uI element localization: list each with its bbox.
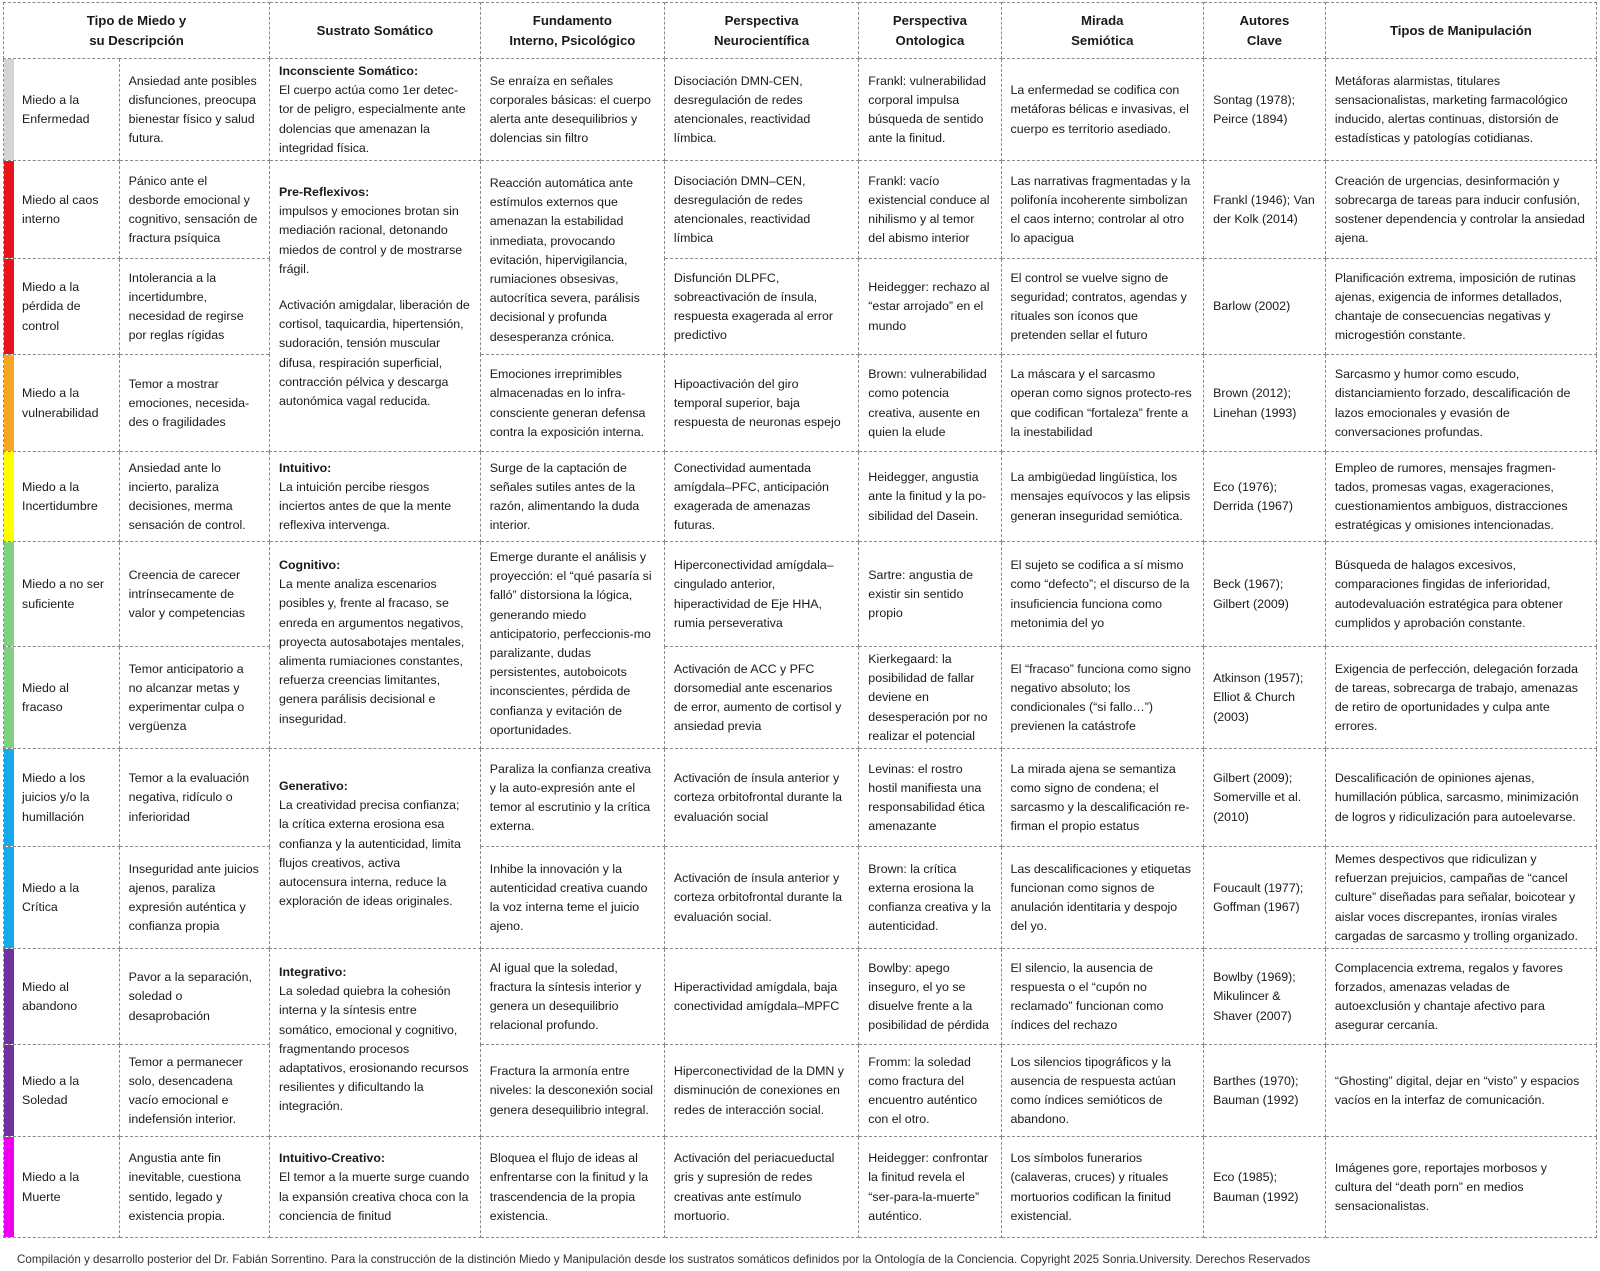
- header-onto: [859, 3, 1001, 59]
- color-stripe: [4, 749, 14, 847]
- manipulation-types: Imágenes gore, reportajes morbosos y cultura del “death porn” en medios sensacionalistas.: [1325, 1137, 1596, 1238]
- fear-type-cell: [4, 59, 120, 161]
- psychological-foundation: Se enraíza en señales corporales básicas: el cuerpo alerta ante desequilibrios y dolencias sin filtro: [480, 59, 664, 161]
- fear-type-cell: [4, 542, 120, 647]
- neuroscientific-perspective: Disfunción DLPFC, sobreactivación de ínsula, respuesta exagerada al error predictivo: [664, 259, 858, 355]
- somatic-substrate: [270, 59, 481, 161]
- header-row: [4, 3, 1597, 59]
- table-row: [4, 161, 1597, 259]
- neuroscientific-perspective: Conectividad aumentada amígdala–PFC, anticipación exagerada de amenazas futuras.: [664, 452, 858, 542]
- color-stripe: [4, 355, 14, 452]
- fear-type-cell: [4, 1045, 120, 1137]
- table-row: [4, 1137, 1597, 1238]
- semiotic-view: La máscara y el sarcasmo operan como signos protecto-res que codifican “fortaleza” frente a la inestabilidad: [1001, 355, 1204, 452]
- psychological-foundation: Reacción automática ante estímulos externos que amenazan la estabilidad inmediata, provocando evitación, hipervigilancia, rumiaciones obsesivas, autocrítica severa, parálisis decisional y profunda desesperanza crónica.: [480, 161, 664, 355]
- header-tipo: [4, 3, 270, 59]
- manipulation-types: Descalificación de opiniones ajenas, humillación pública, sarcasmo, minimización de logros y ridiculización para autoelevarse.: [1325, 749, 1596, 847]
- ontological-perspective: Brown: la crítica externa erosiona la confianza creativa y la autenticidad.: [859, 847, 1001, 949]
- substrate-body: El cuerpo actúa como 1er detec-tor de peligro, especialmente ante dolencias que amenazan la integridad física.: [279, 83, 466, 155]
- semiotic-view: Los símbolos funerarios (calaveras, cruces) y rituales mortuorios codifican la finitud existencial.: [1001, 1137, 1204, 1238]
- color-stripe: [4, 59, 14, 161]
- fear-type-cell: [4, 949, 120, 1045]
- manipulation-types: Planificación extrema, imposición de rutinas ajenas, exigencia de informes detallados, chantaje de consecuencias negativas y microgestión constante.: [1325, 259, 1596, 355]
- psychological-foundation: Emerge durante el análisis y proyección: el “qué pasaría si falló” distorsiona la lógica, generando miedo anticipatorio, perfeccionis-mo paralizante, dudas persistentes, autoboicots inconscientes, pérdida de confianza y evitación de oportunidades.: [480, 542, 664, 749]
- copyright-footer: Compilación y desarrollo posterior del Dr. Fabián Sorrentino. Para la construcción de la distinción Miedo y Manipulación desde los sustratos somáticos definidos por la Ontología de la Conciencia. Copyright 2025 Sonria.University. Derechos Reservados: [17, 1253, 1311, 1266]
- fear-type-cell: [4, 847, 120, 949]
- fear-type: Miedo a la vulnerabilidad: [22, 386, 99, 420]
- somatic-substrate: [270, 161, 481, 452]
- somatic-substrate: [270, 452, 481, 542]
- color-stripe: [4, 647, 14, 749]
- key-authors: Atkinson (1957); Elliot & Church (2003): [1204, 647, 1326, 749]
- color-stripe: [4, 1045, 14, 1137]
- semiotic-view: El sujeto se codifica a sí mismo como “defecto”; el discurso de la insuficiencia funciona como metonimia del yo: [1001, 542, 1204, 647]
- neuroscientific-perspective: Disociación DMN–CEN, desregulación de redes atencionales, reactividad límbica: [664, 161, 858, 259]
- substrate-body: La soledad quiebra la cohesión interna y la síntesis entre somático, emocional y cognitivo, fragmentando procesos adaptativos, erosionando recursos resilientes y dificultando la integración.: [279, 984, 469, 1114]
- neuroscientific-perspective: Activación del periacueductal gris y supresión de redes creativas ante estímulo mortuorio.: [664, 1137, 858, 1238]
- key-authors: Barthes (1970); Bauman (1992): [1204, 1045, 1326, 1137]
- header-tipo-line2: su Descripción: [89, 32, 184, 48]
- fear-type-cell: [4, 647, 120, 749]
- header-tipos: Tipos de Manipulación: [1325, 3, 1596, 59]
- substrate-body: La intuición percibe riesgos inciertos antes de que la mente reflexiva intervenga.: [279, 479, 452, 533]
- key-authors: Barlow (2002): [1204, 259, 1326, 355]
- psychological-foundation: Surge de la captación de señales sutiles antes de la razón, alimentando la duda interior.: [480, 452, 664, 542]
- fear-type: Miedo a los juicios y/o la humillación: [22, 771, 90, 824]
- header-neuro: [664, 3, 858, 59]
- substrate-body: impulsos y emociones brotan sin mediación racional, detonando miedos de control y de mostrarse frágil.: [279, 204, 463, 276]
- key-authors: Eco (1976); Derrida (1967): [1204, 452, 1326, 542]
- substrate-body: El temor a la muerte surge cuando la expansión creativa choca con la conciencia de finitud: [279, 1170, 470, 1223]
- ontological-perspective: Heidegger: rechazo al “estar arrojado” en el mundo: [859, 259, 1001, 355]
- color-stripe: [4, 259, 14, 355]
- substrate-physiology: Activación amigdalar, liberación de cortisol, taquicardia, hipertensión, sudoración, tensión muscular difusa, respiración superficial, contracción pélvica y descarga autonómica vagal reducida.: [279, 298, 470, 409]
- header-neuro-line2: Neurocientífica: [713, 32, 810, 48]
- table-row: [4, 949, 1597, 1045]
- color-stripe: [4, 452, 14, 542]
- fear-description: Pánico ante el desborde emocional y cognitivo, sensación de fractura psíquica: [119, 161, 269, 259]
- manipulation-types: Metáforas alarmistas, titulares sensacionalistas, marketing farmacológico inducido, alertas continuas, distorsión de estadísticas y patologías cotidianas.: [1325, 59, 1596, 161]
- fear-description: Ansiedad ante lo incierto, paraliza decisiones, merma sensación de control.: [119, 452, 269, 542]
- key-authors: Brown (2012); Linehan (1993): [1204, 355, 1326, 452]
- table-row: [4, 647, 1597, 749]
- semiotic-view: El “fracaso” funciona como signo negativo absoluto; los condicionales (“si fallo…”) previenen la catástrofe: [1001, 647, 1204, 749]
- color-stripe: [4, 949, 14, 1045]
- somatic-substrate: [270, 749, 481, 949]
- ontological-perspective: Brown: vulnerabilidad como potencia creativa, ausente en quien la elude: [859, 355, 1001, 452]
- fear-type: Miedo al caos interno: [22, 192, 99, 227]
- fear-description: Temor a la evaluación negativa, ridículo o inferioridad: [119, 749, 269, 847]
- ontological-perspective: Sartre: angustia de existir sin sentido propio: [859, 542, 1001, 647]
- manipulation-types: Complacencia extrema, regalos y favores forzados, amenazas veladas de autoexclusión y chantaje afectivo para asegurar cercanía.: [1325, 949, 1596, 1045]
- header-fundamento-line1: Fundamento: [532, 12, 612, 28]
- table-row: [4, 542, 1597, 647]
- fear-description: Inseguridad ante juicios ajenos, paraliza expresión auténtica y confianza propia: [119, 847, 269, 949]
- table-row: [4, 749, 1597, 847]
- header-onto-line2: Ontologica: [895, 32, 965, 48]
- fear-description: Creencia de carecer intrínsecamente de valor y competencias: [119, 542, 269, 647]
- manipulation-types: Búsqueda de halagos excesivos, comparaciones fingidas de inferioridad, autodevaluación estratégica para obtener cumplidos y aprobación constante.: [1325, 542, 1596, 647]
- manipulation-types: Creación de urgencias, desinformación y sobrecarga de tareas para inducir confusión, sostener dependencia y controlar la ansiedad ajena.: [1325, 161, 1596, 259]
- semiotic-view: La ambigüedad lingüística, los mensajes equívocos y las elipsis generan inseguridad semiótica.: [1001, 452, 1204, 542]
- ontological-perspective: Bowlby: apego inseguro, el yo se disuelve frente a la posibilidad de pérdida: [859, 949, 1001, 1045]
- header-neuro-line1: Perspectiva: [724, 12, 799, 28]
- fear-description: Angustia ante fin inevitable, cuestiona sentido, legado y existencia propia.: [119, 1137, 269, 1238]
- substrate-body: La creatividad precisa confianza; la crítica externa erosiona esa confianza y la autenticidad, limita flujos creativos, activa autocensura interna, reduce la exploración de ideas originales.: [279, 798, 461, 909]
- semiotic-view: La enfermedad se codifica con metáforas bélicas e invasivas, el cuerpo es territorio asediado.: [1001, 59, 1204, 161]
- table-row: [4, 1045, 1597, 1137]
- neuroscientific-perspective: Hiperconectividad amígdala–cingulado anterior, hiperactividad de Eje HHA, rumia perseverativa: [664, 542, 858, 647]
- fear-description: Pavor a la separación, soledad o desaprobación: [119, 949, 269, 1045]
- neuroscientific-perspective: Hiperconectividad de la DMN y disminución de conexiones en redes de interacción social.: [664, 1045, 858, 1137]
- manipulation-types: Sarcasmo y humor como escudo, distanciamiento forzado, descalificación de lazos emocionales y evasión de conversaciones profundas.: [1325, 355, 1596, 452]
- key-authors: Gilbert (2009); Somerville et al. (2010): [1204, 749, 1326, 847]
- semiotic-view: Las descalificaciones y etiquetas funcionan como signos de anulación identitaria y despojo del yo.: [1001, 847, 1204, 949]
- table-row: [4, 259, 1597, 355]
- header-fundamento-line2: Interno, Psicológico: [509, 32, 636, 48]
- header-autores-line1: Autores: [1239, 12, 1290, 28]
- key-authors: Eco (1985); Bauman (1992): [1204, 1137, 1326, 1238]
- manipulation-types: Memes despectivos que ridiculizan y refuerzan prejuicios, campañas de “cancel culture” diseñadas para señalar, boicotear y aislar voces discrepantes, ironías virales cargadas de sarcasmo y trolling organizado.: [1325, 847, 1596, 949]
- somatic-substrate: [270, 1137, 481, 1238]
- fear-type: Miedo a la pérdida de control: [22, 280, 81, 333]
- fear-description: Ansiedad ante posibles disfunciones, preocupa bienestar físico y salud futura.: [119, 59, 269, 161]
- ontological-perspective: Frankl: vacío existencial conduce al nihilismo y al temor del abismo interior: [859, 161, 1001, 259]
- header-semio-line1: Mirada: [1081, 12, 1124, 28]
- fear-type: Miedo a la Muerte: [22, 1170, 80, 1204]
- neuroscientific-perspective: Disociación DMN-CEN, desregulación de redes atencionales, reactividad límbica.: [664, 59, 858, 161]
- table-row: [4, 355, 1597, 452]
- fear-type: Miedo a la Crítica: [22, 880, 80, 915]
- semiotic-view: El silencio, la ausencia de respuesta o el “cupón no reclamado” funcionan como índices del rechazo: [1001, 949, 1204, 1045]
- somatic-substrate: [270, 949, 481, 1137]
- color-stripe: [4, 161, 14, 259]
- ontological-perspective: Fromm: la soledad como fractura del encuentro auténtico con el otro.: [859, 1045, 1001, 1137]
- fear-manipulation-table: [3, 2, 1597, 1238]
- somatic-substrate: [270, 542, 481, 749]
- key-authors: Beck (1967); Gilbert (2009): [1204, 542, 1326, 647]
- substrate-body: La mente analiza escenarios posibles y, frente al fracaso, se enreda en argumentos negativos, proyecta autosabotajes mentales, alimenta rumiaciones constantes, refuerza creencias limitantes, genera parálisis decisional e inseguridad.: [279, 577, 465, 726]
- table-row: [4, 59, 1597, 161]
- key-authors: Sontag (1978); Peirce (1894): [1204, 59, 1326, 161]
- ontological-perspective: Levinas: el rostro hostil manifiesta una responsabilidad ética amenazante: [859, 749, 1001, 847]
- fear-type-cell: [4, 1137, 120, 1238]
- color-stripe: [4, 542, 14, 647]
- substrate-title: Cognitivo:: [279, 558, 341, 573]
- manipulation-types: “Ghosting” digital, dejar en “visto” y espacios vacíos en la interfaz de comunicación.: [1325, 1045, 1596, 1137]
- key-authors: Bowlby (1969); Mikulincer & Shaver (2007): [1204, 949, 1326, 1045]
- header-sustrato: Sustrato Somático: [270, 3, 481, 59]
- fear-description: Temor anticipatorio a no alcanzar metas y experimentar culpa o vergüenza: [119, 647, 269, 749]
- psychological-foundation: Bloquea el flujo de ideas al enfrentarse con la finitud y la trascendencia de la propia existencia.: [480, 1137, 664, 1238]
- fear-type-cell: [4, 259, 120, 355]
- neuroscientific-perspective: Activación de ínsula anterior y corteza orbitofrontal durante la evaluación social.: [664, 847, 858, 949]
- neuroscientific-perspective: Activación de ACC y PFC dorsomedial ante escenarios de error, aumento de cortisol y ansiedad previa: [664, 647, 858, 749]
- fear-type: Miedo a la Enfermedad: [22, 92, 90, 126]
- ontological-perspective: Heidegger, angustia ante la finitud y la po-sibilidad del Dasein.: [859, 452, 1001, 542]
- fear-description: Intolerancia a la incertidumbre, necesidad de regirse por reglas rígidas: [119, 259, 269, 355]
- fear-type-cell: [4, 452, 120, 542]
- header-fundamento: [480, 3, 664, 59]
- substrate-title: Intuitivo:: [279, 460, 332, 475]
- color-stripe: [4, 847, 14, 949]
- psychological-foundation: Emociones irreprimibles almacenadas en lo infra-consciente generan defensa contra la exposición interna.: [480, 355, 664, 452]
- semiotic-view: Los silencios tipográficos y la ausencia de respuesta actúan como índices semióticos de abandono.: [1001, 1045, 1204, 1137]
- header-autores-line2: Clave: [1246, 32, 1283, 48]
- table-row: [4, 452, 1597, 542]
- psychological-foundation: Inhibe la innovación y la autenticidad creativa cuando la voz interna teme el juicio ajeno.: [480, 847, 664, 949]
- manipulation-types: Exigencia de perfección, delegación forzada de tareas, sobrecarga de trabajo, amenazas de retiro de oportunidades y culpa ante errores.: [1325, 647, 1596, 749]
- psychological-foundation: Paraliza la confianza creativa y la auto-expresión ante el temor al escrutinio y la crítica externa.: [480, 749, 664, 847]
- header-autores: [1204, 3, 1326, 59]
- header-semio: [1001, 3, 1204, 59]
- fear-type: Miedo al abandono: [22, 979, 78, 1014]
- substrate-title: Inconsciente Somático:: [279, 64, 419, 78]
- fear-type-cell: [4, 355, 120, 452]
- ontological-perspective: Heidegger: confrontar la finitud revela el “ser-para-la-muerte” auténtico.: [859, 1137, 1001, 1238]
- psychological-foundation: Al igual que la soledad, fractura la síntesis interior y genera un desequilibrio relacional profundo.: [480, 949, 664, 1045]
- neuroscientific-perspective: Hiperactividad amígdala, baja conectividad amígdala–MPFC: [664, 949, 858, 1045]
- substrate-title: Integrativo:: [279, 965, 347, 980]
- fear-type-cell: [4, 749, 120, 847]
- header-tipo-line1: Tipo de Miedo y: [86, 12, 187, 28]
- semiotic-view: El control se vuelve signo de seguridad; contratos, agendas y rituales son íconos que pretenden sellar el futuro: [1001, 259, 1204, 355]
- substrate-title: Intuitivo-Creativo:: [279, 1151, 386, 1166]
- fear-description: Temor a mostrar emociones, necesida-des o fragilidades: [119, 355, 269, 452]
- semiotic-view: La mirada ajena se semantiza como signo de condena; el sarcasmo y la descalificación re-firman el propio estatus: [1001, 749, 1204, 847]
- psychological-foundation: Fractura la armonía entre niveles: la desconexión social genera desequilibrio integral.: [480, 1045, 664, 1137]
- color-stripe: [4, 1137, 14, 1238]
- key-authors: Foucault (1977); Goffman (1967): [1204, 847, 1326, 949]
- fear-type-cell: [4, 161, 120, 259]
- fear-description: Temor a permanecer solo, desencadena vacío emocional e indefensión interior.: [119, 1045, 269, 1137]
- fear-type: Miedo a la Incertidumbre: [22, 479, 98, 514]
- header-onto-line1: Perspectiva: [892, 12, 967, 28]
- key-authors: Frankl (1946); Van der Kolk (2014): [1204, 161, 1326, 259]
- substrate-title: Generativo:: [279, 779, 348, 794]
- semiotic-view: Las narrativas fragmentadas y la polifonía incoherente simbolizan el caos interno; controlar al otro lo apacigua: [1001, 161, 1204, 259]
- header-semio-line2: Semiótica: [1071, 32, 1134, 48]
- neuroscientific-perspective: Hipoactivación del giro temporal superior, baja respuesta de neuronas espejo: [664, 355, 858, 452]
- substrate-title: Pre-Reflexivos:: [279, 185, 370, 200]
- manipulation-types: Empleo de rumores, mensajes fragmen-tados, promesas vagas, exageraciones, cuestionamientos ambiguos, distracciones estratégicas y omisiones intencionadas.: [1325, 452, 1596, 542]
- ontological-perspective: Frankl: vulnerabilidad corporal impulsa búsqueda de sentido ante la finitud.: [859, 59, 1001, 161]
- table-row: [4, 847, 1597, 949]
- ontological-perspective: Kierkegaard: la posibilidad de fallar deviene en desesperación por no realizar el potencial: [859, 647, 1001, 749]
- fear-type: Miedo al fracaso: [22, 680, 69, 715]
- fear-type: Miedo a no ser suficiente: [22, 577, 104, 611]
- fear-type: Miedo a la Soledad: [22, 1073, 80, 1108]
- neuroscientific-perspective: Activación de ínsula anterior y corteza orbitofrontal durante la evaluación social: [664, 749, 858, 847]
